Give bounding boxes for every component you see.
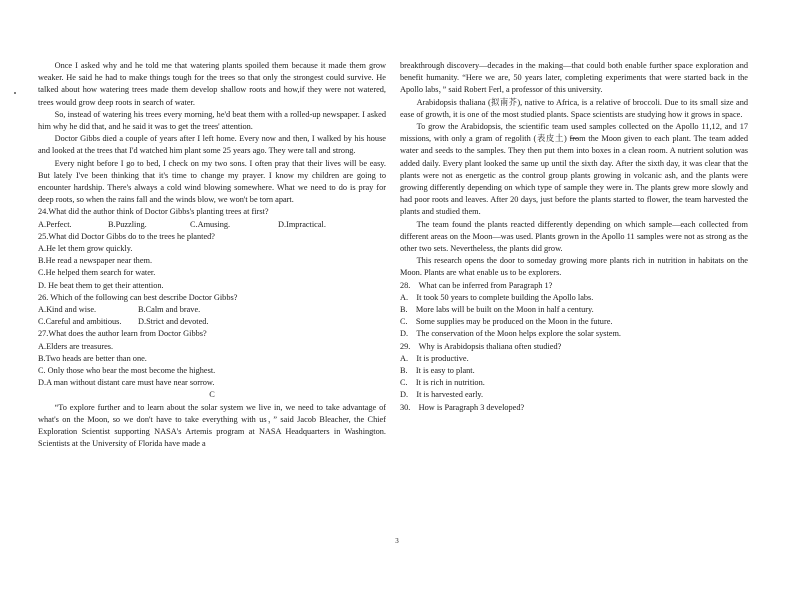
option: A.Perfect. — [38, 219, 72, 229]
option: B.Puzzling. — [108, 219, 147, 229]
paragraph: Once I asked why and he told me that watering plants spoiled them because it made them grow weaker. He said he had to make things tough for the trees so that only the strongest could survive. He talked about how watering trees made them develop shallow roots and how,if they were not watered, trees would grow deep roots in search of water. — [38, 61, 386, 107]
option: A.Kind and wise. — [38, 305, 97, 315]
option: C. It is rich in nutrition. — [400, 378, 485, 388]
option: B.Calm and brave. — [138, 305, 201, 315]
option: A.He let them grow quickly. — [38, 244, 133, 254]
option: A.Elders are treasures. — [38, 341, 114, 351]
paragraph: Arabidopsis thaliana (拟南芥), native to Africa, is a relative of broccoli. Due to its small size and ease of growth, it is one of the most studied plants. Space scientists are studying how it grows in space. — [400, 97, 748, 119]
paragraph: Doctor Gibbs died a couple of years after I left home. Every now and then, I walked by his house and looked at the trees that I'd watched him plant some 25 years ago. They were tall and strong. — [38, 134, 386, 156]
section-letter: C — [209, 390, 215, 400]
left-column — [38, 60, 386, 451]
question-25: 25.What did Doctor Gibbs do to the trees he planted? — [38, 231, 215, 241]
option: C.Amusing. — [190, 219, 231, 229]
option: D.A man without distant care must have near sorrow. — [38, 378, 215, 388]
paragraph: The team found the plants reacted differently depending on which sample—each collected from different areas on the Moon—was used. Plants grown in the Apollo 11 samples were not as strong as the other two sets. Nevertheless, the plants did grow. — [400, 219, 748, 254]
question-26-options-row2 — [38, 316, 386, 328]
paragraph: breakthrough discovery—decades in the making—that could both enable further space exploration and benefit humanity. “Here we are, 50 years later, completing experiments that were started back in the Apollo labs，” said Robert Ferl, a professor of this university. — [400, 61, 748, 95]
question-24-options — [38, 219, 386, 231]
question-24: 24.What did the author think of Doctor Gibbs's planting trees at first? — [38, 207, 269, 217]
option: D.Strict and devoted. — [138, 317, 209, 327]
option: B. More labs will be built on the Moon in half a century. — [400, 305, 594, 315]
paragraph: Every night before I go to bed, I check on my two sons. I often pray that their lives will be easy. But lately I've been thinking that it's time to change my prayer. I know my children are going to encounter hardship. There's always a cold wind blowing somewhere. What we need to do is pray for deep roots, so when the rains fall and the winds blow, we won't be torn apart. — [38, 158, 386, 205]
option: A. It is productive. — [400, 353, 469, 363]
scan-speck — [14, 92, 16, 94]
option: B. It is easy to plant. — [400, 366, 475, 376]
question-27: 27.What does the author learn from Doctor Gibbs? — [38, 329, 207, 339]
right-column — [400, 60, 748, 414]
option: B.He read a newspaper near them. — [38, 256, 153, 266]
option: A. It took 50 years to complete building the Apollo labs. — [400, 292, 594, 302]
question-29: 29. Why is Arabidopsis thaliana often studied? — [400, 341, 562, 351]
paragraph: This research opens the door to someday growing more plants rich in nutrition in habitats on the Moon. Plants are what enable us to be explorers. — [400, 256, 748, 278]
question-26-options-row1 — [38, 304, 386, 316]
option: D. It is harvested early. — [400, 390, 484, 400]
option: C. Some supplies may be produced on the Moon in the future. — [400, 317, 613, 327]
page-number: 3 — [395, 537, 399, 545]
option: D. He beat them to get their attention. — [38, 280, 164, 290]
question-28: 28. What can be inferred from Paragraph 1? — [400, 280, 553, 290]
paragraph: “To explore further and to learn about the solar system we live in, we need to take advantage of what's on the Moon, so we don't have to take everything with us，” said Jacob Bleacher, the Chief Exploration Scientist supporting NASA's Artemis program at NASA Headquarters in Washington. Scientists at the University of Florida have made a — [38, 402, 386, 449]
option: D. The conservation of the Moon helps explore the solar system. — [400, 329, 621, 339]
question-26: 26. Which of the following can best describe Doctor Gibbs? — [38, 292, 238, 302]
paragraph: So, instead of watering his trees every morning, he'd beat them with a rolled-up newspaper. I asked him why he did that, and he said it was to get the trees' attention. — [38, 109, 386, 132]
option: C.He helped them search for water. — [38, 268, 156, 278]
option: C.Careful and ambitious. — [38, 317, 122, 327]
paragraph: To grow the Arabidopsis, the scientific team used samples collected on the Apollo 11,12, and 17 missions, with only a gram of regolith (表皮土) from the Moon given to each plant. The team added water and seeds to the samples. They then put them into boxes in a clean room. A nutrient solution was added daily. Every plant looked the same up until the sixth day. After the sixth day, it was clear that the plants were not as energetic as the control group plants growing in volcanic ash, and the plants were growing differently depending on which type of sample they were in. The plants grew more slowly and had poor roots and leaves. After 20 days, just before the plants started to flower, the team harvested the plants and studied them. — [400, 122, 748, 217]
question-30: 30. How is Paragraph 3 developed? — [400, 402, 525, 412]
option: D.Impractical. — [278, 219, 326, 229]
option: C. Only those who bear the most become the highest. — [38, 366, 216, 376]
option: B.Two heads are better than one. — [38, 353, 147, 363]
